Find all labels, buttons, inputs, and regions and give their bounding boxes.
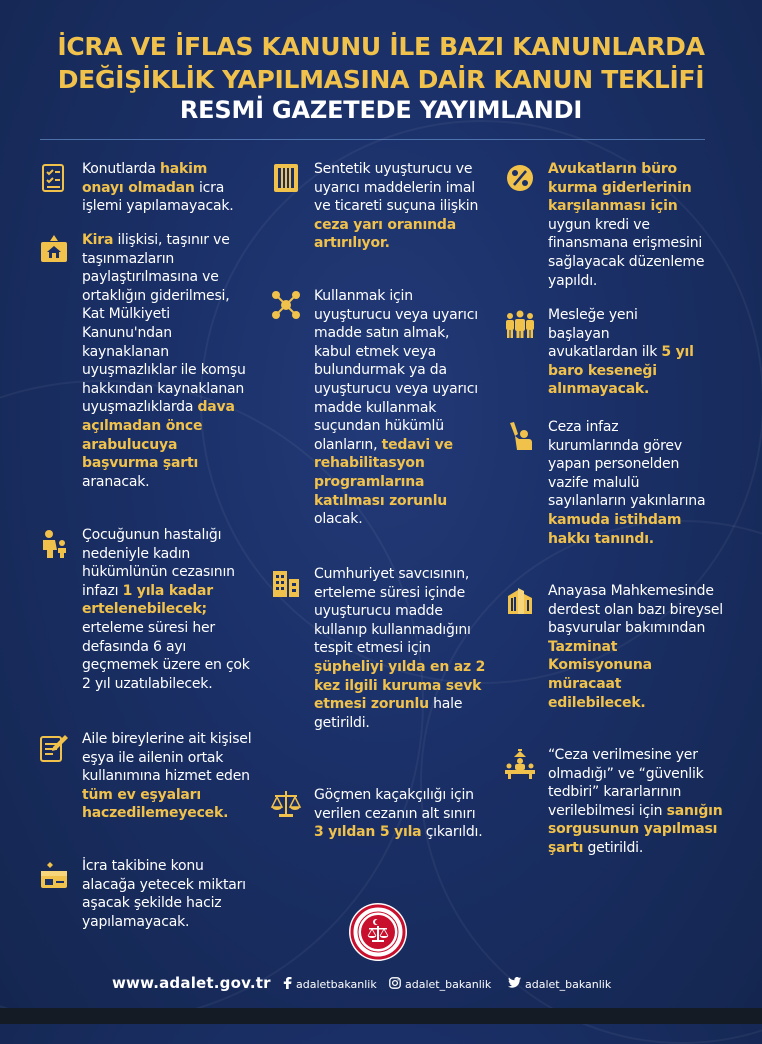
item-text [548, 582, 723, 712]
list-item [38, 526, 252, 693]
scales-icon [270, 788, 302, 820]
item-text [548, 418, 708, 548]
highlighted-text: 1 yıla kadar ertelenebilecek; [82, 582, 213, 618]
courthouse-icon [504, 584, 536, 616]
body-text: Ceza infaz kurumlarında görev yapan personelden vazife malulü sayılanların yakınlarına [548, 419, 706, 510]
body-text: ilişkisi, taşınır ve taşınmazların paylaştırılmasına ve ortaklığın giderilmesi, Kat Mülkiyeti Kanunu'ndan kaynaklanan uyuşmazlıklar ile komşu hakkından kaynaklanan uyuşmazlıklarda [82, 232, 246, 416]
instagram-link[interactable] [389, 977, 491, 992]
body-text: Cumhuriyet savcısının, erteleme süresi içinde uyuşturucu madde kullanıp kullanmadığını tespit etmesi için [314, 566, 471, 657]
list-item [270, 287, 484, 529]
page-subtitle: RESMİ GAZETEDE YAYIMLANDI [179, 96, 583, 124]
facebook-handle: adaletbakanlik [296, 978, 377, 991]
item-text [314, 786, 484, 842]
highlighted-text: kamuda istihdam hakkı tanındı. [548, 511, 682, 547]
list-item [270, 565, 486, 732]
body-text: erteleme süresi her defasında 6 ayı geçmemek üzere en çok 2 yıl uzatılabilecek. [82, 619, 250, 692]
list-item [38, 160, 247, 216]
percent-tag-icon [504, 162, 536, 194]
body-text: hale getirildi. [314, 696, 463, 731]
item-text [548, 160, 718, 290]
highlighted-text: Kira [82, 232, 114, 248]
item-text [548, 306, 703, 399]
group-people-icon [504, 308, 536, 340]
highlighted-text: tüm ev eşyaları haczedilemeyecek. [82, 786, 229, 822]
body-text: icra işlemi yapılamayacak. [82, 179, 234, 215]
facebook-icon [283, 977, 292, 992]
body-text: “Ceza verilmesine yer olmadığı” ve “güvenlik tedbiri” kararlarının verilebilmesi için [548, 747, 704, 819]
raised-hand-icon [504, 420, 536, 452]
highlighted-text: dava açılmadan önce arabulucuya başvurma şartı [82, 399, 235, 472]
list-item [38, 231, 252, 491]
highlighted-text: hakim onayı olmadan [82, 161, 208, 196]
list-item [38, 730, 252, 823]
buildings-icon [270, 567, 302, 599]
body-text: getirildi. [583, 839, 644, 856]
item-text [82, 857, 252, 931]
item-text [82, 526, 252, 693]
website-link[interactable]: www.adalet.gov.tr [112, 974, 271, 992]
document-pen-icon [38, 732, 70, 764]
highlighted-text: Tazminat Komisyonuna müracaat edilebilecek. [548, 638, 652, 711]
mother-child-icon [38, 528, 70, 560]
body-text: olacak. [314, 511, 363, 528]
prison-cell-icon [270, 162, 302, 194]
bottom-bar [0, 1008, 762, 1024]
twitter-handle: adalet_bakanlik [525, 977, 612, 991]
highlighted-text: tedavi ve rehabilitasyon programlarına katılması zorunlu [314, 436, 453, 509]
facebook-link[interactable] [283, 977, 377, 992]
item-text [314, 160, 484, 253]
body-text: çıkarıldı. [421, 824, 483, 841]
body-text: Aile bireylerine ait kişisel eşya ile ailenin ortak kullanımına hizmet eden [82, 731, 252, 785]
title-line-1: İCRA VE İFLAS KANUNU İLE BAZI KANUNLARDA [57, 32, 705, 61]
item-text [82, 231, 252, 491]
list-item [38, 857, 252, 931]
ministry-seal-logo [348, 902, 408, 962]
twitter-link[interactable] [508, 977, 611, 991]
page-title [0, 30, 762, 96]
body-text: Çocuğunun hastalığı nedeniyle kadın hükümlünün cezasının infazı [82, 527, 235, 599]
house-sign-icon [38, 233, 70, 265]
body-text: Mesleğe yeni başlayan avukatlardan ilk [548, 307, 662, 361]
highlighted-text: 5 yıl baro keseneği alınmayacak. [548, 344, 694, 398]
highlighted-text: şüpheliyi yılda en az 2 kez ilgili kuruma sevk etmesi zorunlu [314, 658, 486, 713]
title-line-2: DEĞİŞİKLİK YAPILMASINA DAİR KANUN TEKLİFİ [57, 65, 705, 94]
checklist-icon [38, 162, 70, 194]
list-item [270, 786, 484, 842]
list-item [504, 582, 723, 712]
people-network-icon [270, 289, 302, 321]
footer [0, 968, 762, 998]
body-text: Sentetik uyuşturucu ve uyarıcı maddelerin imal ve ticareti suçuna ilişkin [314, 161, 479, 215]
highlighted-text: ceza yarı oranında artırılıyor. [314, 216, 456, 252]
item-text [314, 287, 484, 529]
list-item [504, 418, 708, 548]
interrogation-icon [504, 748, 536, 780]
list-item [504, 306, 703, 399]
body-text: Konutlarda [82, 161, 160, 177]
item-text [314, 565, 486, 732]
list-item [504, 746, 726, 858]
instagram-icon [389, 977, 401, 992]
body-text: Anayasa Mahkemesinde derdest olan bazı bireysel başvurular bakımından [548, 583, 723, 637]
highlighted-text: sanığın sorgusunun yapılması şartı [548, 802, 723, 856]
instagram-handle: adalet_bakanlik [405, 978, 492, 991]
twitter-icon [508, 977, 521, 991]
body-text: aranacak. [82, 473, 150, 490]
item-text [82, 160, 247, 216]
body-text: Kullanmak için uyuşturucu veya uyarıcı madde satın almak, kabul etmek veya bulundurmak ya da uyuşturucu veya uyarıcı madde kullanmak suçundan hükümlü olanların, [314, 288, 478, 453]
list-item [270, 160, 484, 253]
title-divider [40, 139, 705, 140]
item-text [548, 746, 726, 858]
body-text: uygun kredi ve finansmana erişmesini sağlayacak düzenleme yapıldı. [548, 216, 705, 289]
item-text [82, 730, 252, 823]
body-text: İcra takibine konu alacağa yetecek miktarı aşacak şekilde haciz yapılamayacak. [82, 858, 246, 930]
list-item [504, 160, 718, 290]
cash-box-icon [38, 859, 70, 891]
highlighted-text: Avukatların büro kurma giderlerinin karşılanması için [548, 161, 692, 215]
highlighted-text: 3 yıldan 5 yıla [314, 824, 422, 841]
body-text: Göçmen kaçakçılığı için verilen cezanın alt sınırı [314, 787, 476, 822]
